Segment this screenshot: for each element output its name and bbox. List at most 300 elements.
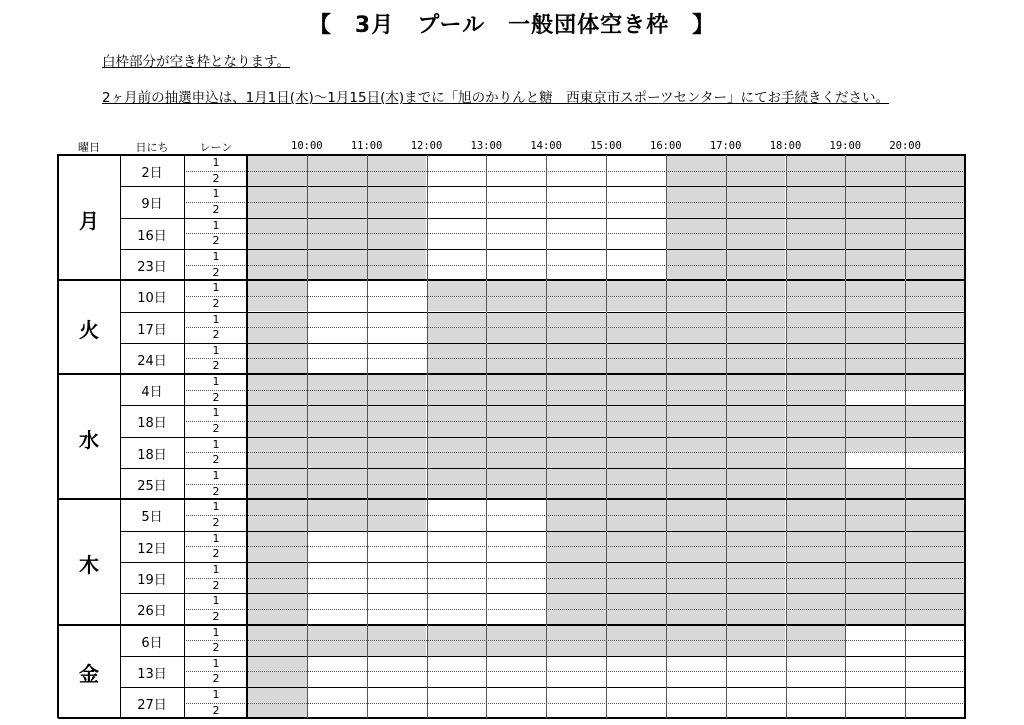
open-slot[interactable] [307,296,367,312]
booked-slot[interactable] [786,452,846,468]
booked-slot[interactable] [247,452,307,468]
booked-slot[interactable] [247,186,307,202]
open-slot[interactable] [905,656,965,672]
booked-slot[interactable] [606,296,666,312]
booked-slot[interactable] [786,249,846,265]
booked-slot[interactable] [247,202,307,218]
booked-slot[interactable] [905,593,965,609]
booked-slot[interactable] [905,218,965,234]
booked-slot[interactable] [247,280,307,296]
booked-slot[interactable] [427,280,487,296]
booked-slot[interactable] [666,578,726,594]
booked-slot[interactable] [546,484,606,500]
booked-slot[interactable] [666,531,726,547]
booked-slot[interactable] [726,421,786,437]
booked-slot[interactable] [606,499,666,515]
open-slot[interactable] [307,280,367,296]
open-slot[interactable] [367,531,427,547]
open-slot[interactable] [546,671,606,687]
booked-slot[interactable] [726,640,786,656]
booked-slot[interactable] [367,452,427,468]
open-slot[interactable] [606,703,666,719]
booked-slot[interactable] [786,468,846,484]
open-slot[interactable] [546,218,606,234]
booked-slot[interactable] [367,374,427,390]
booked-slot[interactable] [247,265,307,281]
open-slot[interactable] [606,186,666,202]
booked-slot[interactable] [726,452,786,468]
open-slot[interactable] [486,656,546,672]
open-slot[interactable] [427,499,487,515]
open-slot[interactable] [427,233,487,249]
open-slot[interactable] [427,703,487,719]
booked-slot[interactable] [546,625,606,641]
open-slot[interactable] [427,546,487,562]
booked-slot[interactable] [726,233,786,249]
open-slot[interactable] [546,202,606,218]
booked-slot[interactable] [666,202,726,218]
booked-slot[interactable] [546,358,606,374]
booked-slot[interactable] [486,484,546,500]
booked-slot[interactable] [845,155,905,171]
open-slot[interactable] [486,218,546,234]
open-slot[interactable] [726,687,786,703]
booked-slot[interactable] [786,155,846,171]
booked-slot[interactable] [606,468,666,484]
open-slot[interactable] [367,609,427,625]
booked-slot[interactable] [666,390,726,406]
booked-slot[interactable] [307,484,367,500]
open-slot[interactable] [427,249,487,265]
booked-slot[interactable] [367,390,427,406]
booked-slot[interactable] [307,374,367,390]
booked-slot[interactable] [666,515,726,531]
booked-slot[interactable] [427,437,487,453]
booked-slot[interactable] [367,421,427,437]
booked-slot[interactable] [726,390,786,406]
booked-slot[interactable] [367,186,427,202]
booked-slot[interactable] [367,437,427,453]
booked-slot[interactable] [845,186,905,202]
booked-slot[interactable] [786,562,846,578]
booked-slot[interactable] [786,390,846,406]
open-slot[interactable] [367,656,427,672]
booked-slot[interactable] [666,484,726,500]
booked-slot[interactable] [606,421,666,437]
booked-slot[interactable] [606,578,666,594]
booked-slot[interactable] [726,312,786,328]
booked-slot[interactable] [726,546,786,562]
booked-slot[interactable] [905,280,965,296]
booked-slot[interactable] [427,484,487,500]
open-slot[interactable] [307,312,367,328]
open-slot[interactable] [546,265,606,281]
booked-slot[interactable] [666,374,726,390]
booked-slot[interactable] [247,249,307,265]
booked-slot[interactable] [726,625,786,641]
open-slot[interactable] [606,155,666,171]
booked-slot[interactable] [786,343,846,359]
open-slot[interactable] [845,687,905,703]
booked-slot[interactable] [247,703,307,719]
booked-slot[interactable] [905,531,965,547]
booked-slot[interactable] [845,405,905,421]
booked-slot[interactable] [726,249,786,265]
booked-slot[interactable] [905,233,965,249]
open-slot[interactable] [606,233,666,249]
open-slot[interactable] [367,312,427,328]
open-slot[interactable] [307,609,367,625]
open-slot[interactable] [486,233,546,249]
open-slot[interactable] [606,265,666,281]
booked-slot[interactable] [247,296,307,312]
open-slot[interactable] [845,671,905,687]
booked-slot[interactable] [486,280,546,296]
booked-slot[interactable] [427,452,487,468]
booked-slot[interactable] [247,405,307,421]
booked-slot[interactable] [786,312,846,328]
booked-slot[interactable] [427,390,487,406]
booked-slot[interactable] [307,249,367,265]
booked-slot[interactable] [247,468,307,484]
open-slot[interactable] [546,186,606,202]
booked-slot[interactable] [546,515,606,531]
open-slot[interactable] [726,656,786,672]
open-slot[interactable] [666,671,726,687]
booked-slot[interactable] [845,202,905,218]
booked-slot[interactable] [606,405,666,421]
open-slot[interactable] [427,265,487,281]
open-slot[interactable] [486,155,546,171]
open-slot[interactable] [606,218,666,234]
booked-slot[interactable] [307,218,367,234]
booked-slot[interactable] [666,437,726,453]
open-slot[interactable] [367,578,427,594]
booked-slot[interactable] [247,515,307,531]
booked-slot[interactable] [845,358,905,374]
open-slot[interactable] [367,703,427,719]
open-slot[interactable] [546,155,606,171]
booked-slot[interactable] [367,171,427,187]
booked-slot[interactable] [905,437,965,453]
booked-slot[interactable] [546,593,606,609]
booked-slot[interactable] [726,499,786,515]
booked-slot[interactable] [606,452,666,468]
booked-slot[interactable] [307,186,367,202]
open-slot[interactable] [367,358,427,374]
booked-slot[interactable] [247,358,307,374]
booked-slot[interactable] [905,468,965,484]
booked-slot[interactable] [905,499,965,515]
booked-slot[interactable] [307,155,367,171]
open-slot[interactable] [845,390,905,406]
booked-slot[interactable] [666,312,726,328]
booked-slot[interactable] [247,593,307,609]
booked-slot[interactable] [905,171,965,187]
booked-slot[interactable] [247,609,307,625]
booked-slot[interactable] [247,484,307,500]
booked-slot[interactable] [486,343,546,359]
booked-slot[interactable] [666,468,726,484]
booked-slot[interactable] [307,202,367,218]
booked-slot[interactable] [845,468,905,484]
booked-slot[interactable] [905,562,965,578]
open-slot[interactable] [427,671,487,687]
open-slot[interactable] [427,531,487,547]
open-slot[interactable] [486,671,546,687]
open-slot[interactable] [427,656,487,672]
booked-slot[interactable] [726,593,786,609]
booked-slot[interactable] [606,593,666,609]
booked-slot[interactable] [845,515,905,531]
booked-slot[interactable] [666,546,726,562]
booked-slot[interactable] [427,312,487,328]
booked-slot[interactable] [546,390,606,406]
booked-slot[interactable] [486,327,546,343]
booked-slot[interactable] [845,343,905,359]
booked-slot[interactable] [486,452,546,468]
booked-slot[interactable] [845,562,905,578]
booked-slot[interactable] [786,358,846,374]
booked-slot[interactable] [905,578,965,594]
booked-slot[interactable] [367,499,427,515]
open-slot[interactable] [845,452,905,468]
open-slot[interactable] [486,609,546,625]
booked-slot[interactable] [726,280,786,296]
booked-slot[interactable] [606,515,666,531]
booked-slot[interactable] [845,233,905,249]
booked-slot[interactable] [786,202,846,218]
booked-slot[interactable] [845,499,905,515]
booked-slot[interactable] [726,484,786,500]
open-slot[interactable] [786,656,846,672]
booked-slot[interactable] [786,515,846,531]
booked-slot[interactable] [307,640,367,656]
booked-slot[interactable] [247,625,307,641]
booked-slot[interactable] [247,499,307,515]
booked-slot[interactable] [786,327,846,343]
booked-slot[interactable] [307,390,367,406]
open-slot[interactable] [726,703,786,719]
booked-slot[interactable] [606,609,666,625]
booked-slot[interactable] [606,374,666,390]
booked-slot[interactable] [726,155,786,171]
booked-slot[interactable] [845,280,905,296]
open-slot[interactable] [905,625,965,641]
booked-slot[interactable] [666,609,726,625]
open-slot[interactable] [905,452,965,468]
open-slot[interactable] [666,687,726,703]
open-slot[interactable] [786,703,846,719]
booked-slot[interactable] [726,562,786,578]
booked-slot[interactable] [726,186,786,202]
booked-slot[interactable] [247,671,307,687]
booked-slot[interactable] [247,343,307,359]
open-slot[interactable] [427,186,487,202]
open-slot[interactable] [307,578,367,594]
booked-slot[interactable] [726,468,786,484]
booked-slot[interactable] [786,640,846,656]
open-slot[interactable] [427,578,487,594]
booked-slot[interactable] [546,531,606,547]
open-slot[interactable] [546,233,606,249]
booked-slot[interactable] [666,343,726,359]
booked-slot[interactable] [367,249,427,265]
booked-slot[interactable] [247,171,307,187]
booked-slot[interactable] [845,327,905,343]
open-slot[interactable] [905,703,965,719]
open-slot[interactable] [666,656,726,672]
booked-slot[interactable] [546,452,606,468]
open-slot[interactable] [486,546,546,562]
booked-slot[interactable] [845,531,905,547]
booked-slot[interactable] [845,265,905,281]
open-slot[interactable] [726,671,786,687]
booked-slot[interactable] [546,343,606,359]
open-slot[interactable] [307,562,367,578]
open-slot[interactable] [845,656,905,672]
booked-slot[interactable] [427,468,487,484]
booked-slot[interactable] [307,171,367,187]
booked-slot[interactable] [666,640,726,656]
booked-slot[interactable] [606,546,666,562]
booked-slot[interactable] [546,312,606,328]
open-slot[interactable] [307,593,367,609]
booked-slot[interactable] [247,327,307,343]
booked-slot[interactable] [666,233,726,249]
booked-slot[interactable] [606,390,666,406]
booked-slot[interactable] [726,265,786,281]
open-slot[interactable] [486,531,546,547]
booked-slot[interactable] [905,265,965,281]
open-slot[interactable] [486,499,546,515]
booked-slot[interactable] [427,405,487,421]
booked-slot[interactable] [905,484,965,500]
booked-slot[interactable] [486,437,546,453]
booked-slot[interactable] [486,468,546,484]
booked-slot[interactable] [786,171,846,187]
booked-slot[interactable] [666,593,726,609]
booked-slot[interactable] [666,327,726,343]
booked-slot[interactable] [546,405,606,421]
open-slot[interactable] [486,249,546,265]
booked-slot[interactable] [247,546,307,562]
booked-slot[interactable] [486,358,546,374]
booked-slot[interactable] [845,171,905,187]
booked-slot[interactable] [845,374,905,390]
booked-slot[interactable] [427,327,487,343]
open-slot[interactable] [606,687,666,703]
booked-slot[interactable] [486,405,546,421]
booked-slot[interactable] [247,562,307,578]
booked-slot[interactable] [367,515,427,531]
booked-slot[interactable] [666,186,726,202]
booked-slot[interactable] [786,280,846,296]
open-slot[interactable] [666,703,726,719]
booked-slot[interactable] [247,687,307,703]
booked-slot[interactable] [247,640,307,656]
open-slot[interactable] [427,687,487,703]
booked-slot[interactable] [726,327,786,343]
booked-slot[interactable] [786,437,846,453]
booked-slot[interactable] [427,640,487,656]
open-slot[interactable] [546,171,606,187]
booked-slot[interactable] [546,499,606,515]
booked-slot[interactable] [726,218,786,234]
booked-slot[interactable] [666,499,726,515]
open-slot[interactable] [307,343,367,359]
booked-slot[interactable] [367,405,427,421]
booked-slot[interactable] [726,343,786,359]
open-slot[interactable] [606,249,666,265]
booked-slot[interactable] [666,280,726,296]
booked-slot[interactable] [786,233,846,249]
booked-slot[interactable] [786,499,846,515]
booked-slot[interactable] [786,421,846,437]
booked-slot[interactable] [666,562,726,578]
booked-slot[interactable] [606,484,666,500]
open-slot[interactable] [546,687,606,703]
booked-slot[interactable] [486,625,546,641]
booked-slot[interactable] [845,609,905,625]
open-slot[interactable] [427,609,487,625]
booked-slot[interactable] [367,640,427,656]
booked-slot[interactable] [247,390,307,406]
open-slot[interactable] [486,703,546,719]
open-slot[interactable] [905,390,965,406]
booked-slot[interactable] [845,593,905,609]
booked-slot[interactable] [845,484,905,500]
booked-slot[interactable] [905,358,965,374]
open-slot[interactable] [307,546,367,562]
booked-slot[interactable] [905,343,965,359]
booked-slot[interactable] [427,421,487,437]
booked-slot[interactable] [546,546,606,562]
booked-slot[interactable] [546,437,606,453]
booked-slot[interactable] [905,249,965,265]
open-slot[interactable] [427,155,487,171]
booked-slot[interactable] [905,421,965,437]
booked-slot[interactable] [786,296,846,312]
booked-slot[interactable] [666,265,726,281]
booked-slot[interactable] [427,358,487,374]
booked-slot[interactable] [666,171,726,187]
open-slot[interactable] [905,687,965,703]
booked-slot[interactable] [606,312,666,328]
booked-slot[interactable] [726,374,786,390]
open-slot[interactable] [427,515,487,531]
booked-slot[interactable] [247,155,307,171]
booked-slot[interactable] [486,390,546,406]
open-slot[interactable] [307,531,367,547]
booked-slot[interactable] [905,186,965,202]
booked-slot[interactable] [905,374,965,390]
open-slot[interactable] [486,515,546,531]
open-slot[interactable] [546,703,606,719]
booked-slot[interactable] [845,421,905,437]
booked-slot[interactable] [726,609,786,625]
booked-slot[interactable] [726,515,786,531]
open-slot[interactable] [367,280,427,296]
booked-slot[interactable] [666,358,726,374]
booked-slot[interactable] [307,499,367,515]
booked-slot[interactable] [546,374,606,390]
booked-slot[interactable] [307,468,367,484]
booked-slot[interactable] [666,155,726,171]
open-slot[interactable] [486,593,546,609]
booked-slot[interactable] [845,546,905,562]
open-slot[interactable] [606,656,666,672]
